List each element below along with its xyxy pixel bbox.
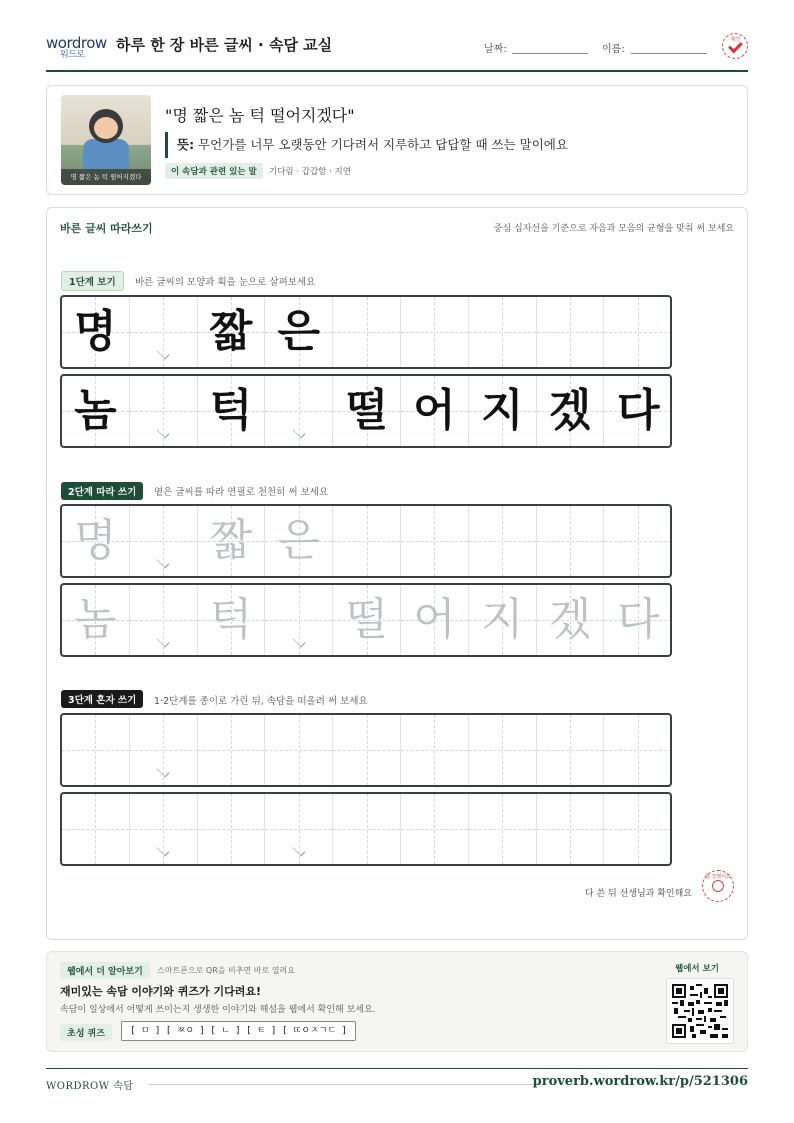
- grid-character: 어: [413, 594, 456, 645]
- grid-cell[interactable]: [130, 506, 198, 576]
- space-marker-icon: [157, 347, 170, 360]
- grid-cell: [401, 297, 469, 367]
- footer-divider: [46, 1068, 748, 1069]
- grid-cell: [130, 376, 198, 446]
- grid-cell[interactable]: [537, 715, 605, 785]
- grid-cell: [469, 297, 537, 367]
- grid-cell[interactable]: [62, 715, 130, 785]
- practice-hint: 중심 십자선을 기준으로 자음과 모음의 균형을 맞춰 써 보세요: [493, 224, 734, 234]
- grid-character: 명: [74, 515, 117, 566]
- grid-cell[interactable]: [333, 715, 401, 785]
- grid-cell: [265, 297, 333, 367]
- grid-cell: [333, 376, 401, 446]
- grid-character: 놈: [74, 385, 117, 436]
- grid-cell[interactable]: [198, 506, 266, 576]
- date-label: 날짜:: [484, 44, 507, 55]
- meaning-text: 무언가를 너무 오랫동안 기다려서 지루하고 답답할 때 쓰는 말이에요: [194, 137, 568, 152]
- qr-code-graphic: [672, 984, 728, 1038]
- teacher-note: 다 쓴 뒤 선생님과 확인해요: [584, 889, 692, 899]
- web-desc: 속담이 일상에서 어떻게 쓰이는지 생생한 이야기와 해설을 웹에서 확인해 보세요.: [60, 1005, 376, 1015]
- grid-character: 다: [617, 594, 660, 645]
- grid-character: 짧: [209, 515, 253, 566]
- grid-character: 놈: [74, 594, 117, 645]
- grid-cell[interactable]: [62, 794, 130, 864]
- quiz-answer-box[interactable]: [ ㅁ ] [ ㅉㅇ ] [ ㄴ ] [ ㅌ ] [ ㄸㅇㅈㄱㄷ ]: [121, 1021, 356, 1041]
- space-marker-icon: [292, 844, 305, 857]
- space-marker-icon: [157, 635, 170, 648]
- check-stamp-icon: [722, 33, 748, 59]
- qr-code-icon[interactable]: [666, 978, 734, 1044]
- grid-cell[interactable]: [401, 715, 469, 785]
- grid-character: 지: [480, 594, 524, 645]
- space-marker-icon: [292, 426, 305, 439]
- proverb-card: [46, 85, 748, 195]
- step3-desc: 1·2단계를 종이로 가린 뒤, 속담을 떠올려 써 보세요: [154, 696, 368, 707]
- proverb-meaning: [165, 132, 568, 158]
- grid-cell[interactable]: [333, 585, 401, 655]
- page-header: [46, 30, 748, 72]
- grid-cell[interactable]: [537, 585, 605, 655]
- grid-cell[interactable]: [537, 794, 605, 864]
- wordrow-logo: wordrow 워드로: [46, 34, 107, 60]
- grid-cell[interactable]: [537, 506, 605, 576]
- grid-character: 지: [480, 385, 524, 436]
- step2-label: 2단계 따라 쓰기: [61, 482, 143, 500]
- grid-character: 턱: [209, 594, 253, 645]
- grid-cell[interactable]: [130, 585, 198, 655]
- step3-row-2[interactable]: [60, 792, 672, 866]
- grid-cell[interactable]: [604, 715, 672, 785]
- grid-cell: [62, 297, 130, 367]
- grid-cell[interactable]: [130, 794, 198, 864]
- grid-cell[interactable]: [604, 506, 672, 576]
- grid-cell[interactable]: [469, 715, 537, 785]
- grid-cell[interactable]: [604, 794, 672, 864]
- grid-character: 다: [617, 385, 660, 436]
- illustration-caption: 명 짧은 놈 턱 떨어지겠다: [61, 169, 151, 185]
- grid-cell: [265, 376, 333, 446]
- grid-cell[interactable]: [401, 506, 469, 576]
- footer-url-link[interactable]: proverb.wordrow.kr/p/521306: [532, 1074, 748, 1089]
- grid-cell: [130, 297, 198, 367]
- practice-title: 바른 글씨 따라쓰기: [60, 222, 153, 235]
- grid-cell[interactable]: [469, 794, 537, 864]
- stamp-text: 확인: [731, 37, 741, 43]
- grid-cell: [333, 297, 401, 367]
- proverb-title: "명 짧은 놈 턱 떨어지겠다": [165, 106, 355, 125]
- step2-row-1[interactable]: [60, 504, 672, 578]
- step1-desc: 바른 글씨의 모양과 획을 눈으로 살펴보세요: [135, 277, 316, 288]
- grid-cell[interactable]: [604, 585, 672, 655]
- grid-character: 어: [413, 385, 456, 436]
- grid-cell: [604, 297, 672, 367]
- logo-sub: 워드로: [60, 50, 85, 60]
- space-marker-icon: [157, 426, 170, 439]
- step1-row-2: [60, 374, 672, 448]
- footer-brand: WORDROW 속담: [46, 1081, 134, 1092]
- web-more-label: 웹에서 더 알아보기: [60, 962, 150, 979]
- date-blank-line[interactable]: [512, 53, 588, 54]
- grid-cell: [537, 376, 605, 446]
- grid-cell: [537, 297, 605, 367]
- grid-cell[interactable]: [333, 794, 401, 864]
- grid-cell[interactable]: [333, 506, 401, 576]
- grid-cell[interactable]: [265, 506, 333, 576]
- grid-character: 은: [277, 515, 321, 566]
- space-marker-icon: [292, 635, 305, 648]
- grid-character: 짧: [209, 306, 253, 357]
- related-label: 이 속담과 관련 있는 말: [165, 163, 263, 179]
- grid-cell: [198, 297, 266, 367]
- grid-cell[interactable]: [198, 715, 266, 785]
- grid-character: 떨: [345, 385, 388, 436]
- related-words: 기다림 · 갑갑함 · 지연: [269, 167, 351, 177]
- web-more-hint: 스마트폰으로 QR을 비추면 바로 열려요: [157, 966, 295, 975]
- grid-cell[interactable]: [401, 794, 469, 864]
- web-headline: 재미있는 속담 이야기와 퀴즈가 기다려요!: [60, 985, 261, 998]
- proverb-illustration: [61, 95, 151, 185]
- grid-character: 겠: [548, 385, 592, 436]
- step2-desc: 옅은 글씨를 따라 연필로 천천히 써 보세요: [154, 487, 329, 498]
- grid-cell[interactable]: [198, 585, 266, 655]
- page-title: 하루 한 장 바른 글씨 · 속담 교실: [116, 36, 333, 54]
- grid-character: 겠: [548, 594, 592, 645]
- grid-cell[interactable]: [265, 794, 333, 864]
- grid-cell[interactable]: [130, 715, 198, 785]
- qr-label: 웹에서 보기: [674, 964, 719, 974]
- grid-cell[interactable]: [198, 794, 266, 864]
- grid-cell[interactable]: [401, 585, 469, 655]
- step3-label: 3단계 혼자 쓰기: [61, 690, 143, 708]
- space-marker-icon: [157, 556, 170, 569]
- grid-cell: [198, 376, 266, 446]
- quiz-label: 초성 퀴즈: [60, 1024, 112, 1041]
- space-marker-icon: [157, 765, 170, 778]
- step1-row-1: [60, 295, 672, 369]
- grid-cell[interactable]: [469, 585, 537, 655]
- name-blank-line[interactable]: [631, 53, 707, 54]
- seal-text: 참 잘했어요: [705, 874, 731, 880]
- name-label: 이름:: [602, 44, 625, 55]
- seal-stamp-icon: [702, 870, 734, 902]
- web-more-box: [46, 951, 748, 1052]
- meaning-label: 뜻:: [177, 137, 195, 152]
- grid-cell: [401, 376, 469, 446]
- grid-cell[interactable]: [62, 585, 130, 655]
- grid-cell[interactable]: [62, 506, 130, 576]
- grid-character: 떨: [345, 594, 388, 645]
- grid-cell[interactable]: [265, 585, 333, 655]
- space-marker-icon: [157, 844, 170, 857]
- step2-row-2[interactable]: [60, 583, 672, 657]
- grid-character: 턱: [209, 385, 253, 436]
- grid-cell[interactable]: [265, 715, 333, 785]
- grid-character: 은: [277, 306, 321, 357]
- grid-cell: [62, 376, 130, 446]
- footer-rule: [148, 1084, 538, 1085]
- grid-cell: [469, 376, 537, 446]
- step1-label: 1단계 보기: [61, 271, 124, 291]
- grid-cell[interactable]: [469, 506, 537, 576]
- step3-row-1[interactable]: [60, 713, 672, 787]
- grid-character: 명: [74, 306, 117, 357]
- grid-cell: [604, 376, 672, 446]
